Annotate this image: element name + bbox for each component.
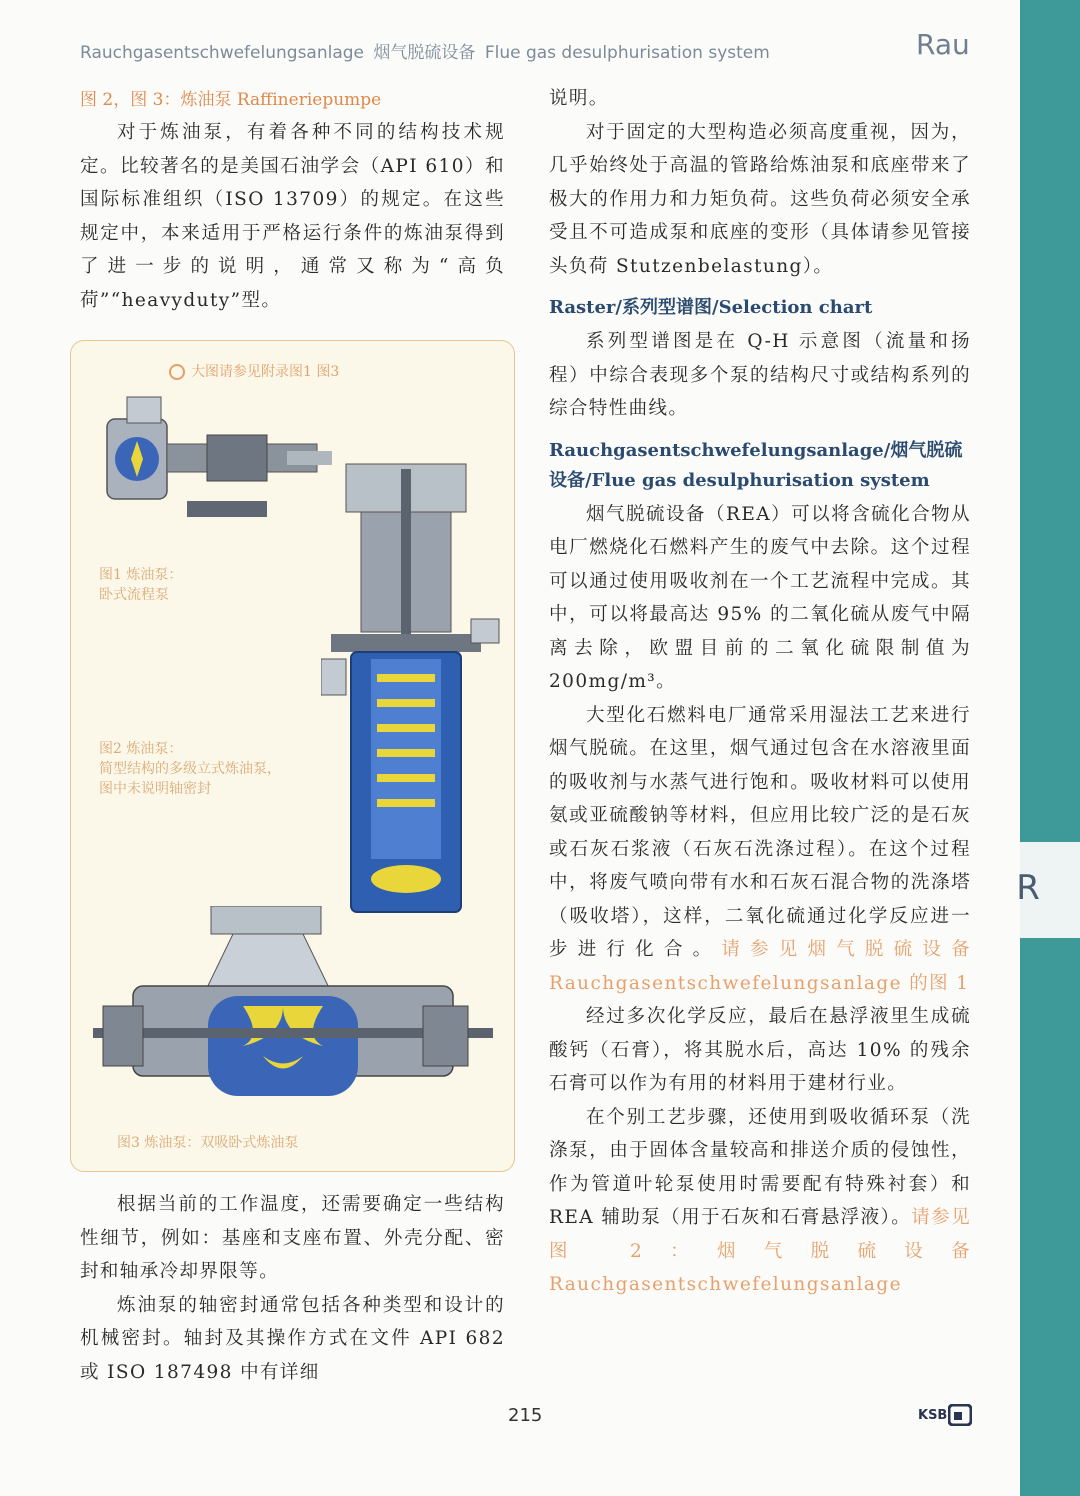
horizontal-pump-illustration (97, 389, 337, 529)
fgd-reference-link-1[interactable]: 请参见烟气脱硫设备 Rauchgasentschwefelungsanlage 的图 1 (549, 939, 971, 994)
vertical-barrel-pump-illustration (321, 459, 506, 919)
right-paragraph-1: 对于固定的大型构造必须高度重视，因为，几乎始终处于高温的管路给炼油泵和底座带来了极大的作用力和力矩负荷。这些负荷必须安全承受且不可造成泵和底座的变形（具体请参见管接头负荷 Stutzenbelastung）。 (549, 121, 971, 277)
figure-1-caption: 图1 炼油泵： 卧式流程泵 (99, 567, 183, 603)
section-title-selection-chart: Raster/系列型谱图/Selection chart (549, 297, 873, 318)
ksb-logo-icon (948, 1404, 972, 1426)
fgd-paragraph-1: 烟气脱硫设备（REA）可以将含硫化合物从电厂燃烧化石燃料产生的废气中去除。这个过程可以通过使用吸收剂在一个工艺流程中完成。其中，可以将最高达 95% 的二氧化硫从废气中隔离去除，欧盟目前的二氧化硫限制值为 200mg/m³。 (549, 503, 971, 692)
header-keyword: Rau (916, 28, 970, 61)
figure-3-caption: 图3 炼油泵：双吸卧式炼油泵 (117, 1135, 299, 1151)
fgd-paragraph-4: 在个别工艺步骤，还使用到吸收循环泵（洗涤泵，由于固体含量较高和排送介质的侵蚀性，作为管道叶轮泵使用时需要配有特殊衬套）和 REA 辅助泵（用于石灰和石膏悬浮液）。请参见图 2：烟气脱硫设备 Rauchgasentschwefelungsanlage (549, 1106, 971, 1295)
header-en: Flue gas desulphurisation system (484, 43, 770, 63)
header-cn: 烟气脱硫设备 (373, 43, 476, 63)
fgd-paragraph-3: 经过多次化学反应，最后在悬浮液里生成硫酸钙（石膏），将其脱水后，高达 10% 的残余石膏可以作为有用的材料用于建材行业。 (549, 1006, 971, 1094)
fgd-reference-link-2[interactable]: 请参见图 2：烟气脱硫设备 Rauchgasentschwefelungsanlage (549, 1207, 971, 1295)
right-column (549, 82, 971, 1302)
figure-2-caption: 图2 炼油泵： 简型结构的多级立式炼油泵， 图中未说明轴密封 (99, 741, 281, 797)
page-number: 215 (508, 1405, 543, 1426)
left-paragraph-3: 炼油泵的轴密封通常包括各种类型和设计的机械密封。轴封及其操作方式在文件 API 682 或 ISO 187498 中有详细 (80, 1294, 505, 1383)
right-paragraph-0: 说明。 (549, 88, 609, 109)
section-title-fgd: Rauchgasentschwefelungsanlage/烟气脱硫设备/Flue gas desulphurisation system (549, 439, 963, 491)
figure-reference-caption: 图 2，图 3：炼油泵 Raffineriepumpe (80, 90, 382, 110)
brand-name: KSB (918, 1408, 948, 1423)
fgd-paragraph-2: 大型化石燃料电厂通常采用湿法工艺来进行烟气脱硫。在这里，烟气通过包含在水溶液里面的吸收剂与水蒸气进行饱和。吸收材料可以使用氨或亚硫酸钠等材料，但应用比较广泛的是石灰或石灰石浆液（石灰石洗涤过程）。在这个过程中，将废气喷向带有水和石灰石混合物的洗涤塔（吸收塔），这样，二氧化硫通过化学反应进一步进行化合。请参见烟气脱硫设备 Rauchgasentschwefelungsanlage 的图 1 (549, 704, 971, 994)
selection-chart-paragraph: 系列型谱图是在 Q-H 示意图（流量和扬程）中综合表现多个泵的结构尺寸或结构系列的综合特性曲线。 (549, 331, 971, 419)
magnifier-icon (169, 364, 185, 380)
left-column (80, 86, 505, 317)
left-paragraph-1: 对于炼油泵，有着各种不同的结构技术规定。比较著名的是美国石油学会（API 610）和国际标准组织（ISO 13709）的规定。在这些规定中，本来适用于严格运行条件的炼油泵得到了进一步的说明，通常又称为“高负荷”“heavyduty”型。 (80, 122, 505, 311)
left-paragraph-2: 根据当前的工作温度，还需要确定一些结构性细节，例如：基座和支座布置、外壳分配、密封和轴承冷却界限等。 (80, 1194, 505, 1282)
index-letter: R (1016, 868, 1040, 908)
running-header (80, 38, 780, 63)
side-color-strip (1020, 0, 1080, 1496)
figure-box (70, 340, 515, 1172)
figure-hint: 大图请参见附录图1 图3 (169, 361, 339, 381)
header-de: Rauchgasentschwefelungsanlage (80, 43, 365, 63)
double-suction-pump-illustration (93, 906, 493, 1126)
left-column-lower (80, 1188, 505, 1389)
